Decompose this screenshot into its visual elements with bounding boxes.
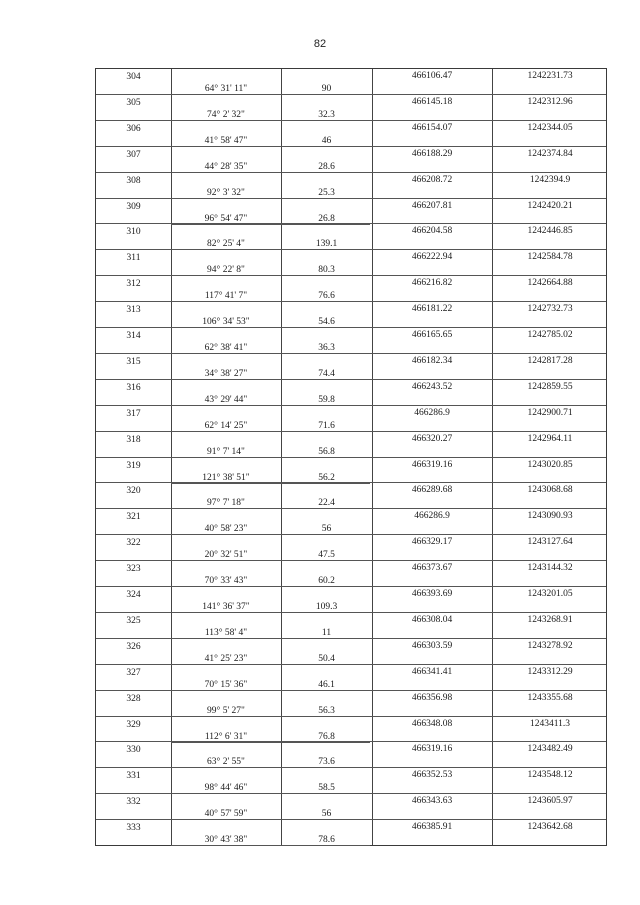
coordinate-x: 466208.72 [411,174,453,185]
point-number: 311 [126,253,141,264]
segment-length: 56 [321,809,332,820]
segment-length: 50.4 [318,653,335,664]
segment-length: 47.5 [318,550,335,561]
point-number: 321 [126,512,141,523]
segment-length: 139.1 [315,239,338,250]
segment-length: 56.3 [318,705,335,716]
direction-angle: 34° 38' 27" [204,368,248,379]
point-number: 322 [126,538,141,549]
segment-divider [171,638,370,639]
point-number: 330 [126,745,141,756]
segment-length: 26.8 [318,213,335,224]
direction-angle: 112° 6' 31" [204,731,248,742]
point-number: 320 [126,486,141,497]
coordinate-x: 466303.59 [411,640,453,651]
coordinate-y: 1243127.64 [527,537,573,548]
segment-length: 25.3 [318,187,335,198]
point-number: 316 [126,382,141,393]
segment-divider [171,586,370,587]
coordinate-x: 466106.47 [411,71,453,81]
coordinate-x: 466373.67 [411,563,453,574]
point-number: 332 [126,797,141,808]
coordinate-y: 1242664.88 [527,278,573,289]
segment-length: 56.8 [318,446,335,457]
direction-angle: 141° 36' 37" [202,602,250,612]
point-number: 313 [126,305,141,316]
coordinate-y: 1243144.32 [527,563,573,574]
segment-divider [171,405,370,406]
segment-divider [171,767,370,768]
coordinate-x: 466289.68 [411,485,453,496]
segment-length: 109.3 [315,602,338,612]
coordinate-x: 466182.34 [411,355,453,366]
segment-length: 90 [321,84,332,94]
coordinate-y: 1242859.55 [527,381,573,392]
coordinate-y: 1243201.05 [527,589,573,599]
point-number: 325 [126,615,141,626]
coordinate-x: 466181.22 [411,304,453,315]
segment-divider [171,664,370,665]
segment-length: 60.2 [318,576,335,587]
direction-angle: 41° 25' 23" [204,653,248,664]
coordinate-y: 1243355.68 [527,692,573,703]
point-number: 304 [126,72,141,82]
coordinate-y: 1242964.11 [527,433,573,444]
coordinate-y: 1243278.92 [527,640,573,651]
coordinate-x: 466320.27 [411,433,453,444]
segment-length: 76.6 [318,291,335,302]
direction-angle: 92° 3' 32" [207,187,245,198]
direction-angle: 99° 5' 27" [207,705,245,716]
segment-length: 46.1 [318,679,335,690]
segment-divider [171,275,370,276]
segment-length: 46 [321,135,332,146]
point-number: 318 [126,434,141,445]
segment-length: 32.3 [318,109,335,120]
coordinate-x: 466145.18 [411,96,453,107]
coordinate-x: 466319.16 [411,744,453,755]
coordinate-y: 1242446.85 [527,226,573,237]
point-number: 308 [126,175,141,186]
coordinate-x: 466393.69 [411,589,453,599]
direction-angle: 113° 58' 4" [204,627,248,638]
coordinate-x: 466154.07 [411,122,453,133]
direction-angle: 44° 28' 35" [204,161,248,172]
segment-length: 56.2 [318,472,335,483]
segment-length: 22.4 [318,498,335,509]
segment-length: 74.4 [318,368,335,379]
segment-divider [171,560,370,561]
segment-length: 58.5 [318,783,335,794]
coordinate-y: 1242394.9 [529,174,571,185]
segment-divider [171,379,370,380]
segment-divider [171,508,370,509]
coordinate-x: 466165.65 [411,330,453,340]
coordinate-y: 1242420.21 [527,200,573,211]
point-number: 312 [126,279,141,290]
segment-divider [171,301,370,302]
segment-divider [171,249,370,250]
segment-divider [171,483,370,484]
direction-angle: 106° 34' 53" [202,317,250,328]
coordinate-x: 466188.29 [411,148,453,159]
segment-length: 28.6 [318,161,335,172]
coordinate-y: 1243312.29 [527,666,573,677]
point-number: 331 [126,771,141,782]
point-number: 319 [126,460,141,471]
coordinate-y: 1242231.73 [527,71,573,81]
segment-divider [171,198,370,199]
segment-length: 54.6 [318,317,335,328]
coordinates-table [95,68,607,846]
coordinate-y: 1243068.68 [527,485,573,496]
point-number: 306 [126,123,141,134]
coordinate-y: 1242374.84 [527,148,573,159]
segment-length: 71.6 [318,420,335,431]
coordinate-x: 466329.17 [411,537,453,548]
coordinate-x: 466286.9 [414,511,450,522]
point-number: 315 [126,356,141,367]
coordinate-y: 1242344.05 [527,122,573,133]
coordinate-x: 466308.04 [411,614,453,625]
coordinate-y: 1243020.85 [527,459,573,470]
point-number: 329 [126,719,141,730]
coordinate-y: 1243642.68 [527,822,573,833]
direction-angle: 30° 43' 38" [204,835,248,846]
coordinate-x: 466341.41 [411,666,453,677]
coordinate-y: 1242584.78 [527,252,573,263]
coordinate-x: 466286.9 [414,407,450,418]
coordinate-y: 1243268.91 [527,614,573,625]
segment-length: 78.6 [318,835,335,846]
direction-angle: 40° 58' 23" [204,524,248,535]
coordinate-x: 466348.08 [411,718,453,729]
point-number: 305 [126,97,141,108]
direction-angle: 117° 41' 7" [204,291,248,302]
point-number: 317 [126,408,141,419]
coordinate-x: 466222.94 [411,252,453,263]
point-number: 314 [126,331,141,341]
segment-divider [171,353,370,354]
coordinate-y: 1242785.02 [527,330,573,340]
coordinate-y: 1243090.93 [527,511,573,522]
coordinate-x: 466204.58 [411,226,453,237]
direction-angle: 64° 31' 11" [204,84,248,94]
direction-angle: 96° 54' 47" [204,213,248,224]
point-number: 333 [126,823,141,834]
segment-divider [171,146,370,147]
direction-angle: 41° 58' 47" [204,135,248,146]
direction-angle: 91° 7' 14" [207,446,245,457]
coordinate-y: 1242732.73 [527,304,573,315]
coordinate-y: 1243548.12 [527,770,573,781]
coordinate-y: 1242312.96 [527,96,573,107]
segment-length: 73.6 [318,757,335,768]
coordinate-x: 466352.53 [411,770,453,781]
segment-divider [171,431,370,432]
segment-divider [171,690,370,691]
segment-divider [171,327,370,328]
coordinate-y: 1243411.3 [529,718,571,729]
direction-angle: 63° 2' 55" [207,757,245,768]
segment-divider [171,120,370,121]
point-number: 323 [126,564,141,575]
coordinate-y: 1243605.97 [527,796,573,807]
direction-angle: 70° 15' 36" [204,679,248,690]
coordinate-x: 466385.91 [411,822,453,833]
direction-angle: 40° 57' 59" [204,809,248,820]
direction-angle: 70° 33' 43" [204,576,248,587]
segment-divider [171,793,370,794]
direction-angle: 121° 38' 51" [202,472,250,483]
coordinate-y: 1242817.28 [527,355,573,366]
coordinate-x: 466343.63 [411,796,453,807]
coordinate-y: 1242900.71 [527,407,573,418]
page-number: 82 [313,38,327,50]
segment-divider [171,94,370,95]
point-number: 326 [126,641,141,652]
coordinate-x: 466356.98 [411,692,453,703]
segment-length: 36.3 [318,343,335,353]
segment-length: 59.8 [318,394,335,405]
direction-angle: 62° 14' 25" [204,420,248,431]
point-number: 328 [126,693,141,704]
segment-length: 56 [321,524,332,535]
direction-angle: 20° 32' 51" [204,550,248,561]
segment-divider [171,845,370,846]
segment-length: 76.8 [318,731,335,742]
coordinate-x: 466319.16 [411,459,453,470]
coordinate-x: 466216.82 [411,278,453,289]
point-number: 327 [126,667,141,678]
segment-divider [171,742,370,743]
segment-length: 80.3 [318,265,335,276]
segment-divider [171,457,370,458]
direction-angle: 43° 29' 44" [204,394,248,405]
coordinate-x: 466207.81 [411,200,453,211]
point-number: 324 [126,590,141,600]
segment-divider [171,534,370,535]
point-number: 310 [126,227,141,238]
direction-angle: 82° 25' 4" [207,239,245,250]
direction-angle: 62° 38' 41" [204,343,248,353]
segment-divider [171,612,370,613]
point-number: 307 [126,149,141,160]
direction-angle: 74° 2' 32" [207,109,245,120]
direction-angle: 98° 44' 46" [204,783,248,794]
coordinate-x: 466243.52 [411,381,453,392]
direction-angle: 97° 7' 18" [207,498,245,509]
point-number: 309 [126,201,141,212]
direction-angle: 94° 22' 8" [207,265,245,276]
segment-divider [171,819,370,820]
segment-divider [171,172,370,173]
segment-divider [171,224,370,225]
coordinate-y: 1243482.49 [527,744,573,755]
segment-length: 11 [321,627,332,638]
segment-divider [171,716,370,717]
